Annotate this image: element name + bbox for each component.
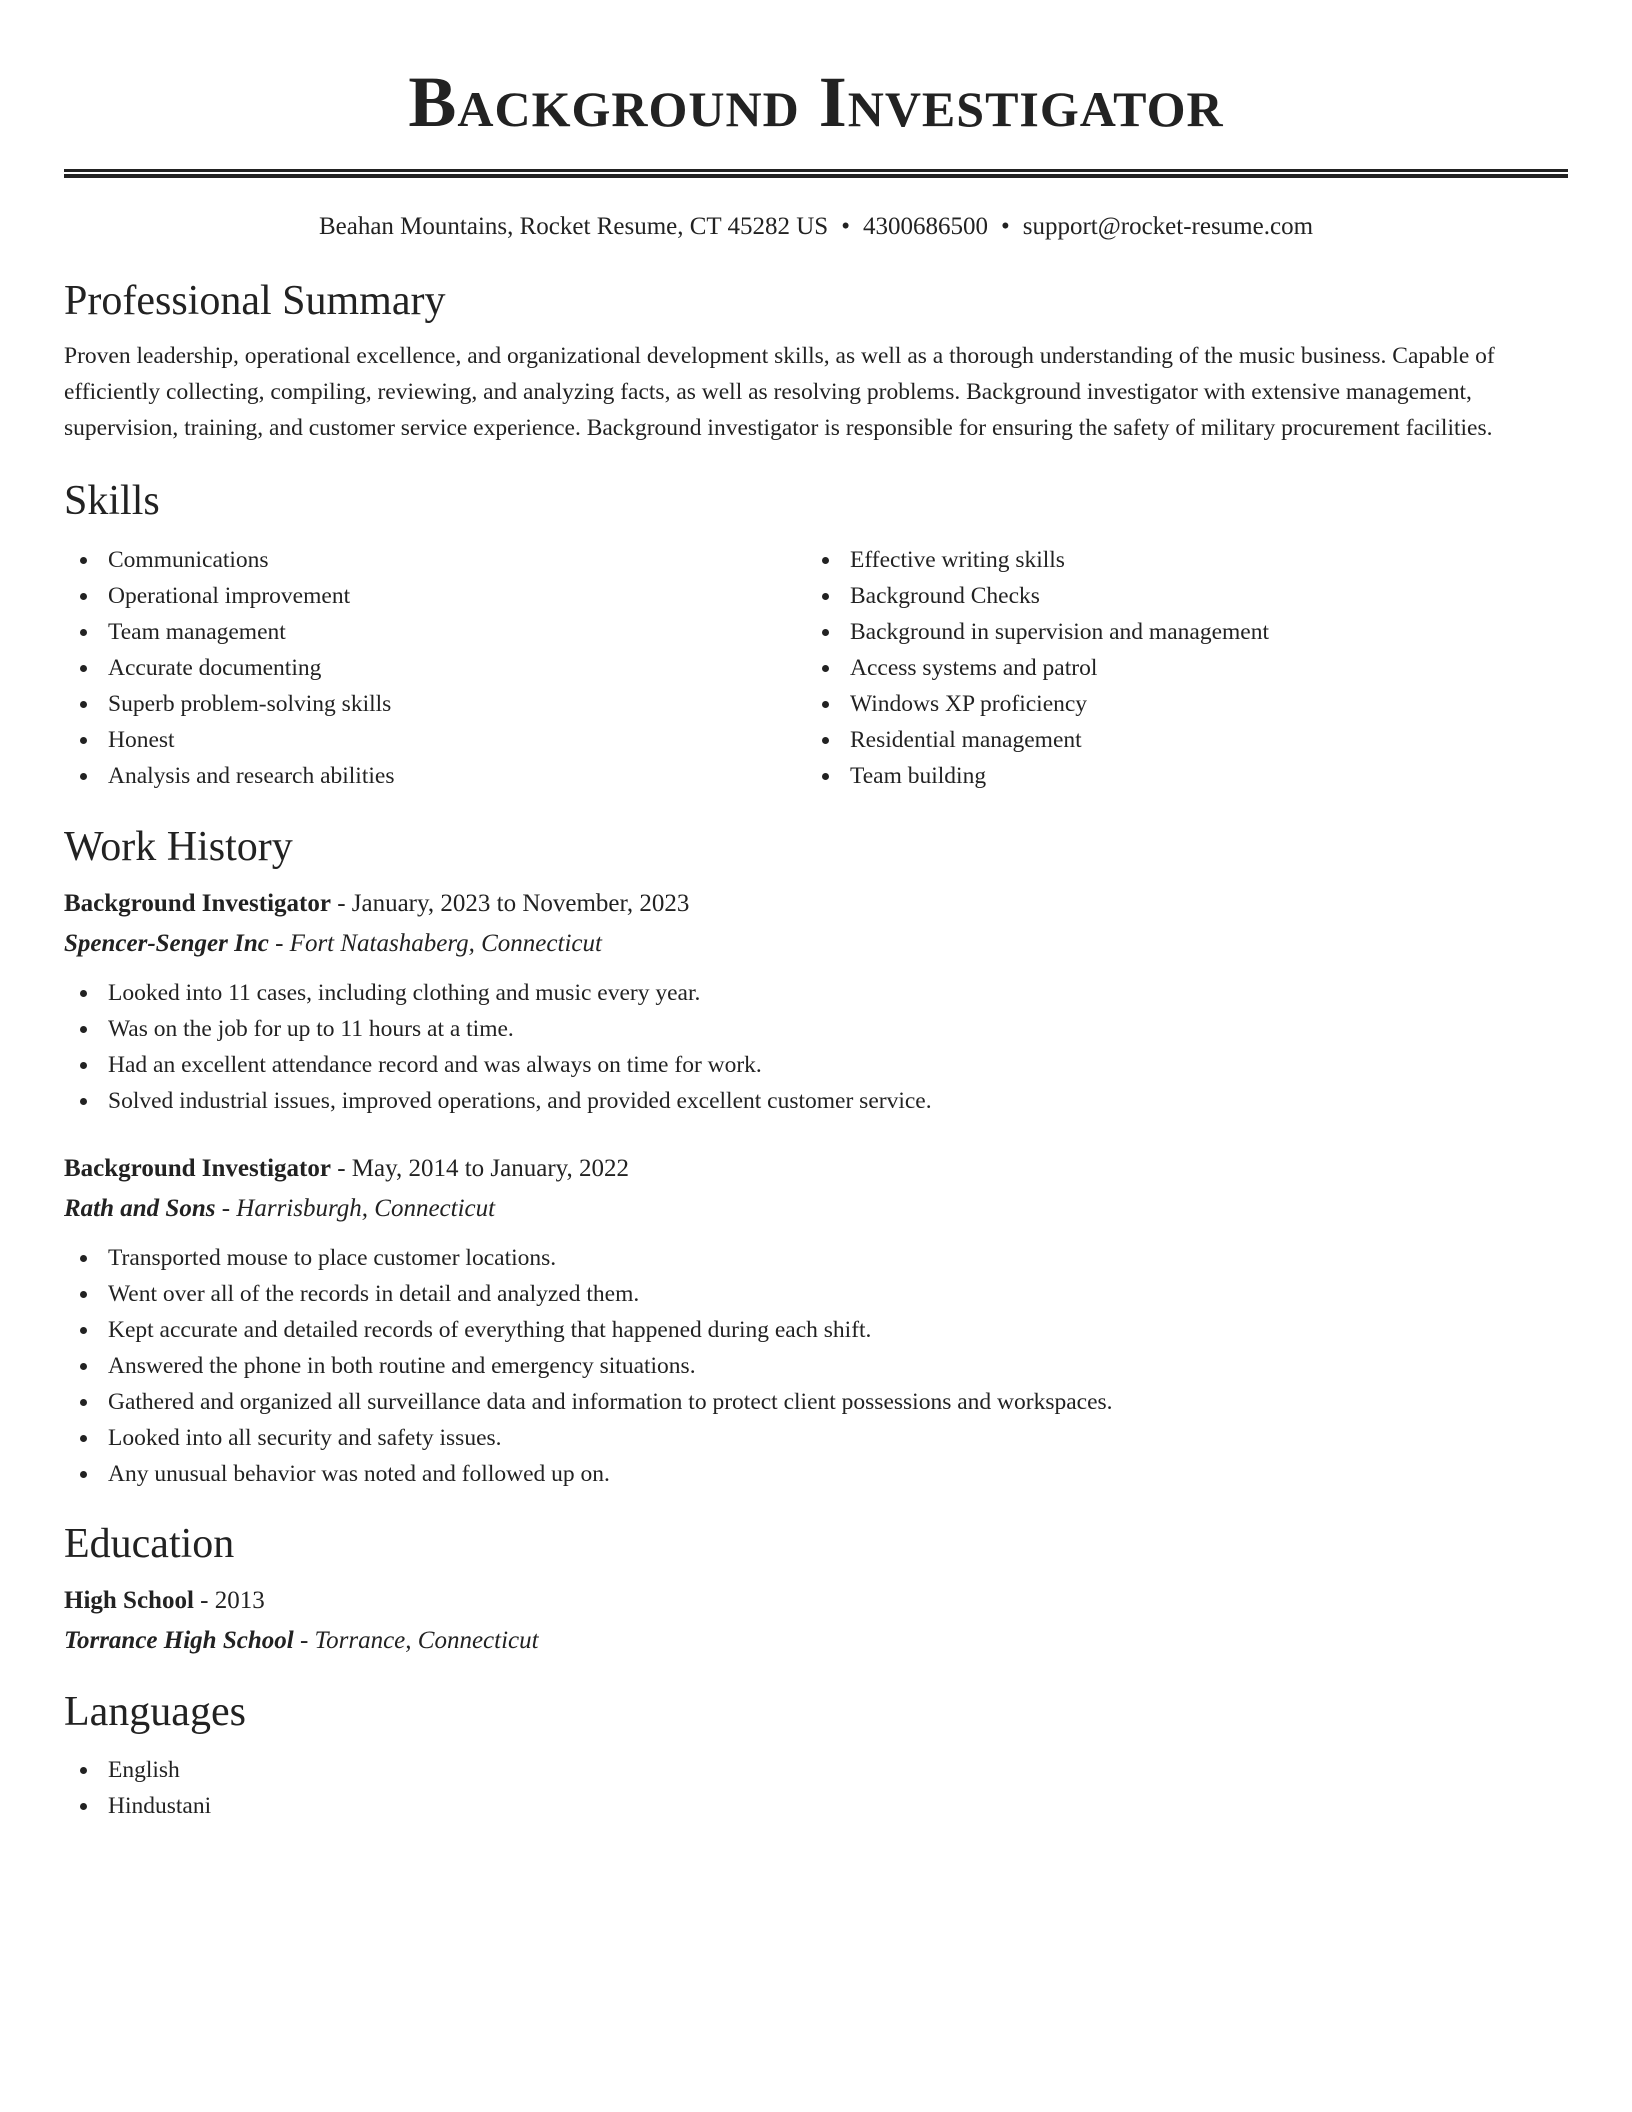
summary-heading: Professional Summary xyxy=(64,278,446,324)
job-company-line xyxy=(64,1191,1568,1227)
language-item xyxy=(64,1788,1568,1824)
skill-label: Access systems and patrol xyxy=(850,655,1098,681)
work-heading: Work History xyxy=(64,824,293,870)
duty-text: Looked into all security and safety issues. xyxy=(108,1425,502,1451)
summary-text: Proven leadership, operational excellence, and organizational development skills, as well as a thorough understanding of the music business. Capable of efficiently collecting, compiling, reviewing, and analyzing facts, as well as resolving problems. Background investigator with extensive management, supervision, training, and customer service experience. Background investigator is responsible for ensuring the safety of military procurement facilities. xyxy=(64,343,1495,441)
bullet-icon xyxy=(80,773,87,780)
job-dates: - January, 2023 to November, 2023 xyxy=(330,890,690,917)
job-location: - Harrisburgh, Connecticut xyxy=(215,1195,496,1222)
skill-item xyxy=(806,614,1548,650)
languages-list xyxy=(64,1752,1568,1824)
job-duties xyxy=(64,1240,1568,1492)
skill-label: Effective writing skills xyxy=(850,547,1065,573)
job-dates: - May, 2014 to January, 2022 xyxy=(330,1155,630,1182)
bullet-icon xyxy=(80,1363,87,1370)
language-label: Hindustani xyxy=(108,1793,212,1819)
bullet-icon xyxy=(80,1399,87,1406)
language-item xyxy=(64,1752,1568,1788)
contact-line xyxy=(64,212,1568,242)
skill-label: Analysis and research abilities xyxy=(108,763,395,789)
skill-item xyxy=(806,578,1548,614)
education-entry xyxy=(64,1583,1568,1659)
bullet-icon xyxy=(822,593,829,600)
job-title-line xyxy=(64,886,1568,922)
degree-year: - 2013 xyxy=(193,1587,265,1614)
bullet-icon xyxy=(80,1435,87,1442)
bullet-icon xyxy=(80,701,87,708)
duty-text: Any unusual behavior was noted and followed up on. xyxy=(108,1461,610,1487)
bullet-icon xyxy=(80,1026,87,1033)
skill-label: Superb problem-solving skills xyxy=(108,691,392,717)
skill-label: Windows XP proficiency xyxy=(850,691,1088,717)
skill-label: Honest xyxy=(108,727,175,753)
skill-label: Communications xyxy=(108,547,269,573)
duty-item xyxy=(64,1348,1568,1384)
job-entry xyxy=(64,1151,1568,1492)
skill-item xyxy=(64,614,806,650)
duty-item xyxy=(64,1047,1568,1083)
resume-page xyxy=(64,0,1568,1824)
bullet-icon xyxy=(822,737,829,744)
skill-item xyxy=(806,686,1548,722)
job-entry xyxy=(64,886,1568,1119)
skill-item xyxy=(806,722,1548,758)
skill-item xyxy=(64,758,806,794)
skill-item xyxy=(64,722,806,758)
skills-list-right xyxy=(806,542,1548,794)
languages-heading: Languages xyxy=(64,1689,246,1735)
skill-item xyxy=(64,686,806,722)
contact-email: support@rocket-resume.com xyxy=(1022,213,1314,240)
contact-separator: • xyxy=(1000,213,1010,240)
skills-list-left xyxy=(64,542,806,794)
education-heading: Education xyxy=(64,1521,235,1567)
job-title-line xyxy=(64,1151,1568,1187)
bullet-icon xyxy=(80,1098,87,1105)
skills-heading: Skills xyxy=(64,478,160,524)
bullet-icon xyxy=(822,665,829,672)
duty-item xyxy=(64,1312,1568,1348)
skill-label: Accurate documenting xyxy=(108,655,322,681)
bullet-icon xyxy=(80,1255,87,1262)
bullet-icon xyxy=(80,1803,87,1810)
skill-item xyxy=(806,650,1548,686)
bullet-icon xyxy=(80,1062,87,1069)
duty-text: Was on the job for up to 11 hours at a time. xyxy=(108,1016,514,1042)
contact-phone: 4300686500 xyxy=(862,213,988,240)
bullet-icon xyxy=(80,1327,87,1334)
school-line xyxy=(64,1623,1568,1659)
job-duties xyxy=(64,975,1568,1119)
bullet-icon xyxy=(80,1471,87,1478)
bullet-icon xyxy=(822,629,829,636)
duty-text: Had an excellent attendance record and was always on time for work. xyxy=(108,1052,762,1078)
language-label: English xyxy=(108,1757,180,1783)
contact-address: Beahan Mountains, Rocket Resume, CT 45282 US xyxy=(318,213,829,240)
duty-text: Transported mouse to place customer locations. xyxy=(108,1245,557,1271)
school-location: - Torrance, Connecticut xyxy=(293,1627,539,1654)
duty-item xyxy=(64,1083,1568,1119)
bullet-icon xyxy=(80,737,87,744)
degree-name: High School xyxy=(64,1587,194,1614)
bullet-icon xyxy=(80,1291,87,1298)
resume-title: Background Investigator xyxy=(408,62,1224,142)
skill-item xyxy=(806,542,1548,578)
skills-columns xyxy=(64,542,1568,794)
title-divider xyxy=(64,169,1568,178)
bullet-icon xyxy=(80,1767,87,1774)
bullet-icon xyxy=(80,665,87,672)
job-location: - Fort Natashaberg, Connecticut xyxy=(268,930,602,957)
skill-item xyxy=(64,578,806,614)
bullet-icon xyxy=(80,990,87,997)
job-company: Spencer-Senger Inc xyxy=(64,930,269,957)
skill-label: Residential management xyxy=(850,727,1082,753)
skill-label: Operational improvement xyxy=(108,583,351,609)
duty-text: Solved industrial issues, improved operations, and provided excellent customer service. xyxy=(108,1088,932,1114)
duty-item xyxy=(64,1240,1568,1276)
job-company: Rath and Sons xyxy=(64,1195,216,1222)
skill-item xyxy=(64,542,806,578)
skill-label: Background in supervision and management xyxy=(850,619,1269,645)
degree-line xyxy=(64,1583,1568,1619)
duty-text: Went over all of the records in detail and analyzed them. xyxy=(108,1281,640,1307)
duty-item xyxy=(64,1276,1568,1312)
skill-label: Team management xyxy=(108,619,286,645)
duty-item xyxy=(64,1384,1568,1420)
job-title: Background Investigator xyxy=(64,890,331,917)
skill-label: Background Checks xyxy=(850,583,1040,609)
bullet-icon xyxy=(822,557,829,564)
job-company-line xyxy=(64,926,1568,962)
duty-text: Kept accurate and detailed records of everything that happened during each shift. xyxy=(108,1317,872,1343)
skill-item xyxy=(64,650,806,686)
duty-item xyxy=(64,1011,1568,1047)
bullet-icon xyxy=(822,773,829,780)
bullet-icon xyxy=(80,557,87,564)
duty-item xyxy=(64,1456,1568,1492)
duty-text: Gathered and organized all surveillance data and information to protect client possessions and workspaces. xyxy=(108,1389,1113,1415)
bullet-icon xyxy=(80,629,87,636)
school-name: Torrance High School xyxy=(64,1627,294,1654)
skill-item xyxy=(806,758,1548,794)
duty-text: Looked into 11 cases, including clothing and music every year. xyxy=(108,980,701,1006)
duty-item xyxy=(64,1420,1568,1456)
duty-text: Answered the phone in both routine and emergency situations. xyxy=(108,1353,696,1379)
skill-label: Team building xyxy=(850,763,987,789)
bullet-icon xyxy=(80,593,87,600)
contact-separator: • xyxy=(841,213,850,240)
bullet-icon xyxy=(822,701,829,708)
duty-item xyxy=(64,975,1568,1011)
job-title: Background Investigator xyxy=(64,1155,331,1182)
